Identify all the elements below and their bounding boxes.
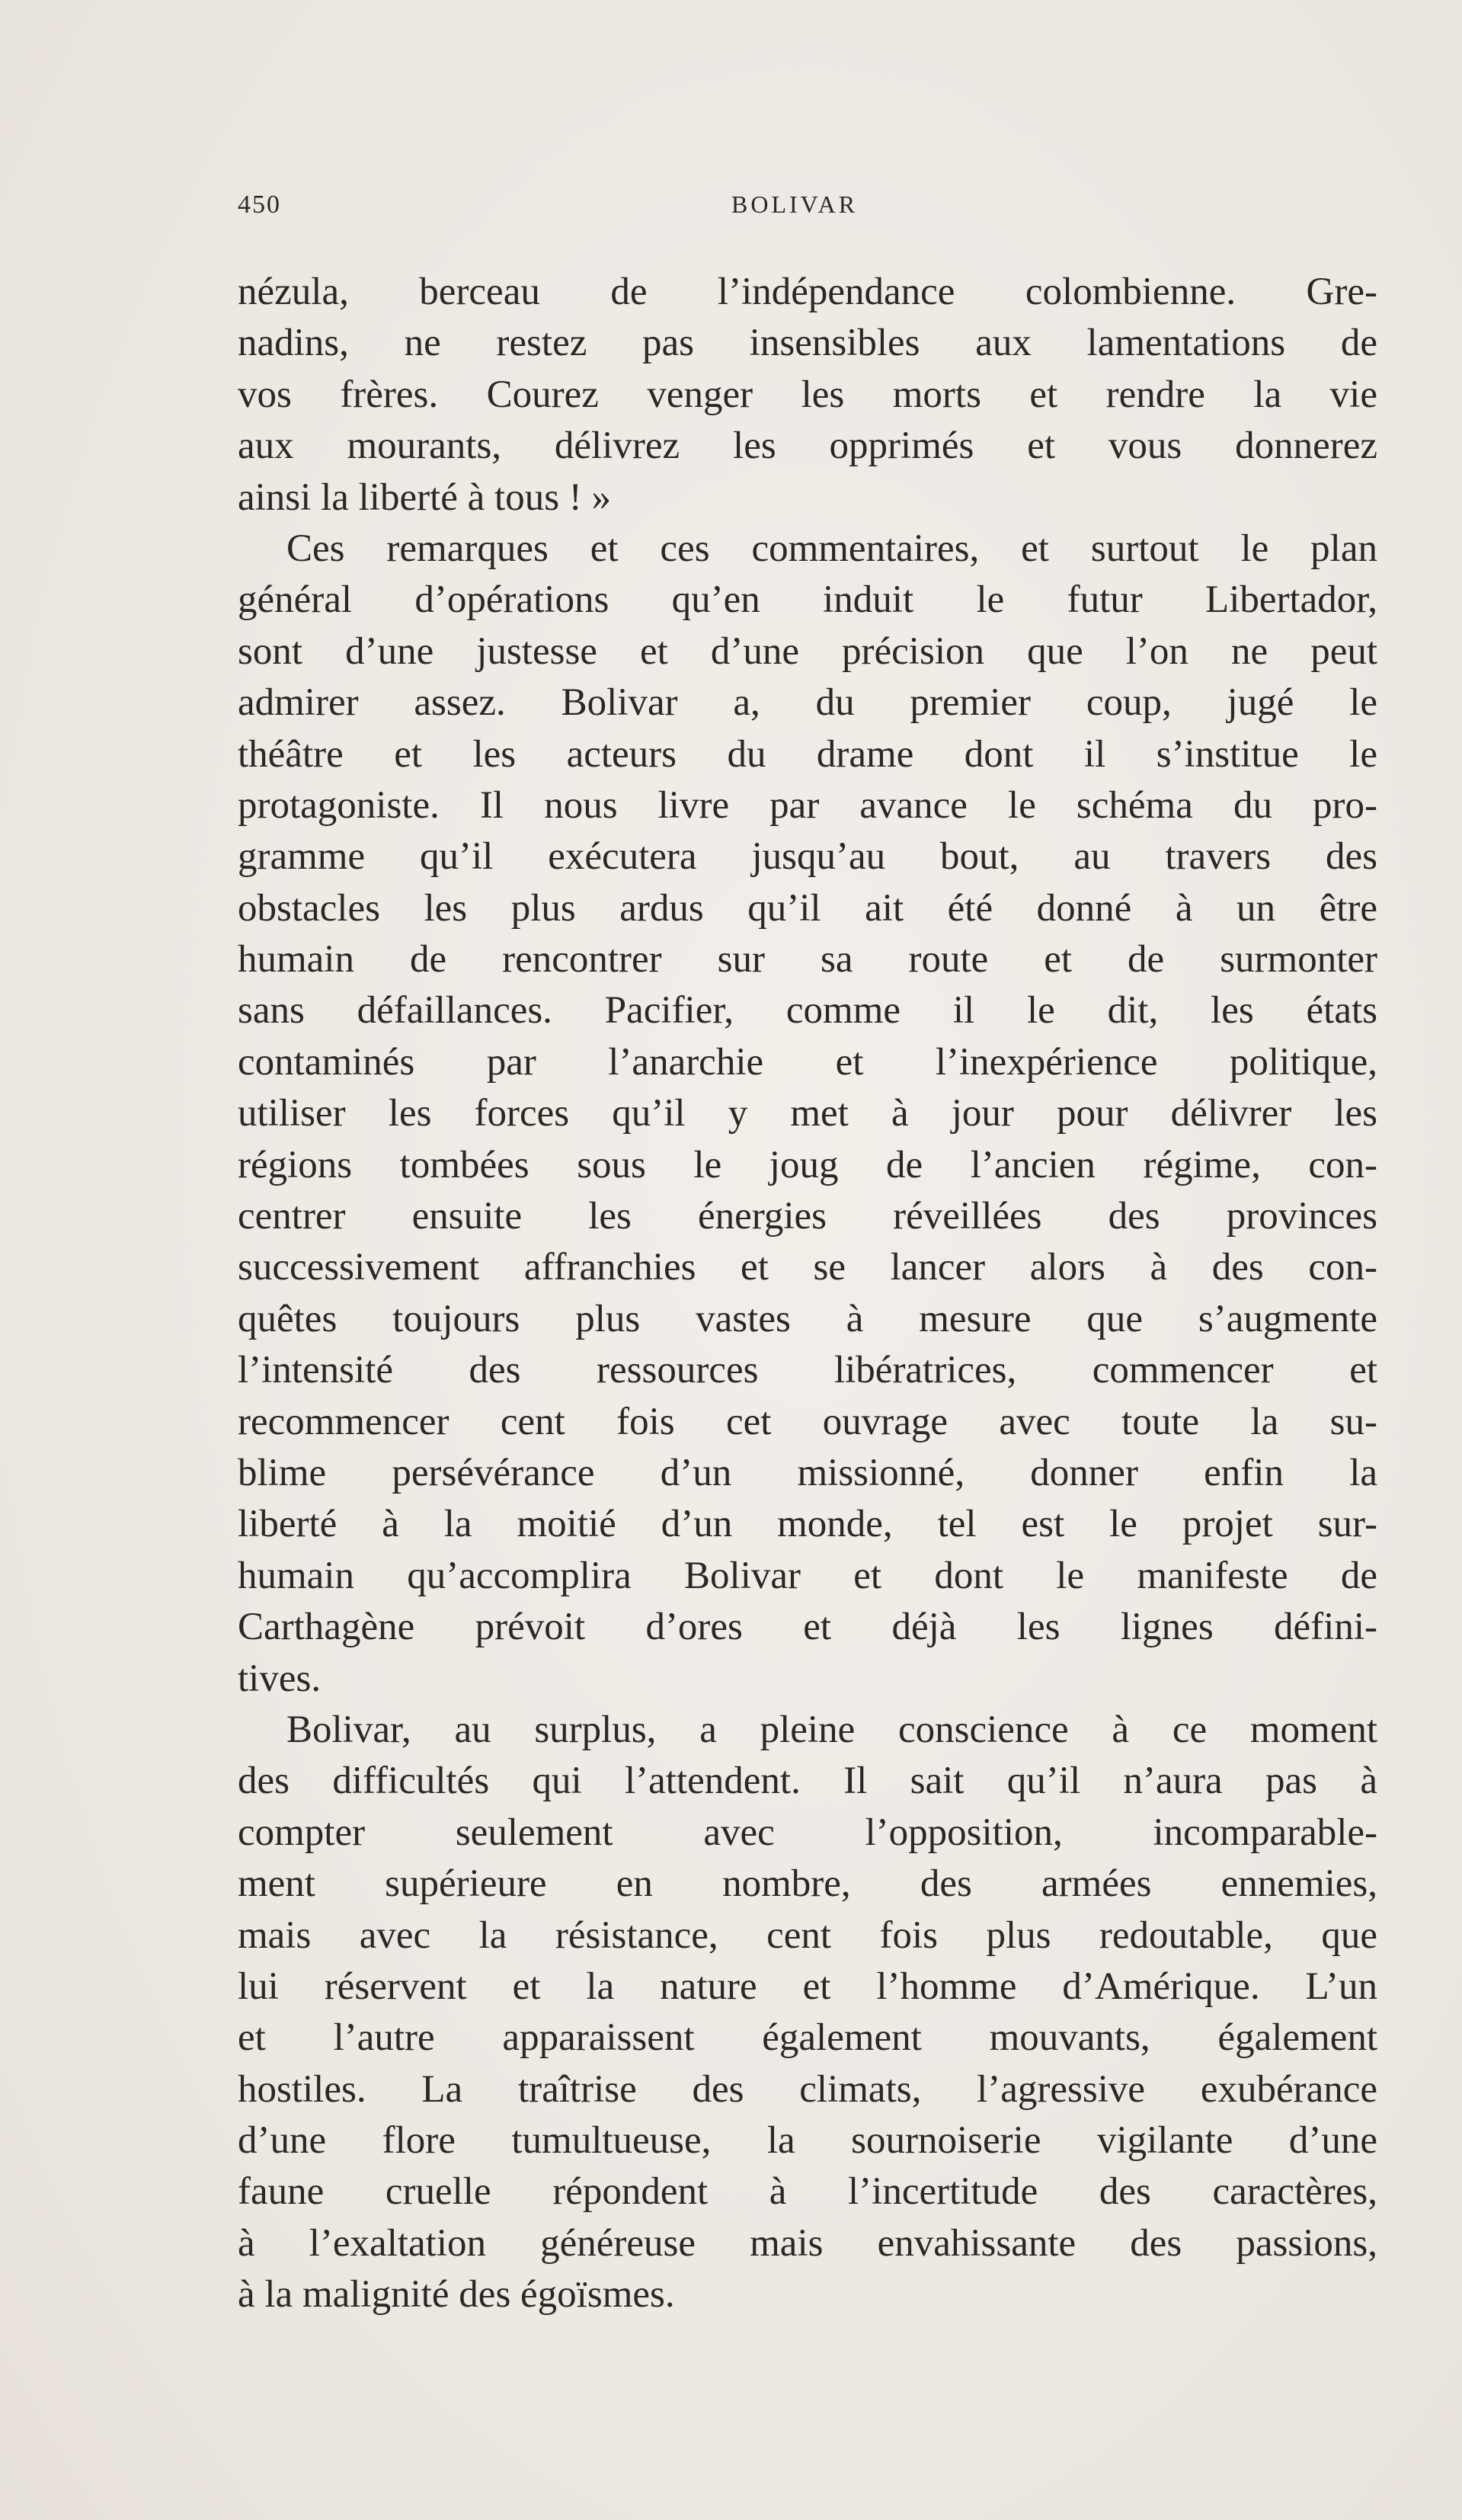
text-line: nézula, berceau de l’indépendance colombienne. Gre- (238, 271, 1377, 313)
text-line: général d’opérations qu’en induit le futur Libertador, (238, 578, 1377, 622)
text-line: à la malignité des égoïsmes. (238, 2273, 675, 2317)
text-line: faune cruelle répondent à l’incertitude des caractères, (238, 2170, 1377, 2214)
text-body (238, 267, 1377, 2321)
text-line: contaminés par l’anarchie et l’inexpérience politique, (238, 1040, 1377, 1084)
text-line: compter seulement avec l’opposition, incomparable- (238, 1811, 1377, 1854)
text-line: d’une flore tumultueuse, la sournoiserie vigilante d’une (238, 2119, 1377, 2163)
text-line: hostiles. La traîtrise des climats, l’agressive exubérance (238, 2067, 1377, 2111)
text-line: sont d’une justesse et d’une précision que l’on ne peut (238, 629, 1377, 673)
text-line: successivement affranchies et se lancer alors à des con- (238, 1246, 1377, 1289)
text-line: théâtre et les acteurs du drame dont il s’institue le (238, 732, 1377, 776)
running-head: BOLIVAR (731, 191, 859, 218)
text-line: des difficultés qui l’attendent. Il sait qu’il n’aura pas à (238, 1760, 1377, 1803)
text-line: mais avec la résistance, cent fois plus redoutable, que (238, 1913, 1377, 1957)
text-line: obstacles les plus ardus qu’il ait été donné à un être (238, 886, 1377, 930)
text-line: quêtes toujours plus vastes à mesure que s’augmente (238, 1297, 1377, 1340)
text-line: ment supérieure en nombre, des armées ennemies, (238, 1862, 1377, 1906)
text-line: à l’exaltation généreuse mais envahissante des passions, (238, 2221, 1377, 2265)
text-line: gramme qu’il exécutera jusqu’au bout, au travers des (238, 835, 1377, 879)
page-number: 450 (238, 191, 281, 219)
text-line: lui réservent et la nature et l’homme d’Amérique. L’un (238, 1964, 1377, 2008)
text-line: aux mourants, délivrez les opprimés et vous donnerez (238, 424, 1377, 468)
text-line: Carthagène prévoit d’ores et déjà les lignes défini- (238, 1606, 1377, 1649)
text-line: régions tombées sous le joug de l’ancien régime, con- (238, 1143, 1377, 1186)
text-line: Ces remarques et ces commentaires, et surtout le plan (286, 527, 1377, 570)
text-line: centrer ensuite les énergies réveillées des provinces (238, 1195, 1377, 1238)
text-line: ainsi la liberté à tous ! » (238, 476, 612, 519)
text-line: humain qu’accomplira Bolivar et dont le manifeste de (238, 1554, 1377, 1597)
text-line: utiliser les forces qu’il y met à jour pour délivrer les (238, 1092, 1377, 1135)
text-line: et l’autre apparaissent également mouvants, également (238, 2016, 1377, 2060)
text-line: vos frères. Courez venger les morts et rendre la vie (238, 373, 1377, 416)
text-line: tives. (238, 1657, 322, 1700)
text-line: liberté à la moitié d’un monde, tel est le projet sur- (238, 1503, 1377, 1546)
text-line: l’intensité des ressources libératrices, commencer et (238, 1349, 1377, 1392)
text-line: protagoniste. Il nous livre par avance le schéma du pro- (238, 783, 1377, 827)
text-line: admirer assez. Bolivar a, du premier coup, jugé le (238, 681, 1377, 725)
text-line: recommencer cent fois cet ouvrage avec toute la su- (238, 1400, 1377, 1443)
text-line: humain de rencontrer sur sa route et de surmonter (238, 938, 1377, 981)
text-line: nadins, ne restez pas insensibles aux lamentations de (238, 322, 1377, 365)
text-line: Bolivar, au surplus, a pleine conscience à ce moment (286, 1708, 1377, 1751)
text-line: blime persévérance d’un missionné, donner enfin la (238, 1451, 1377, 1494)
page-header (238, 191, 1220, 236)
text-line: sans défaillances. Pacifier, comme il le dit, les états (238, 989, 1377, 1033)
